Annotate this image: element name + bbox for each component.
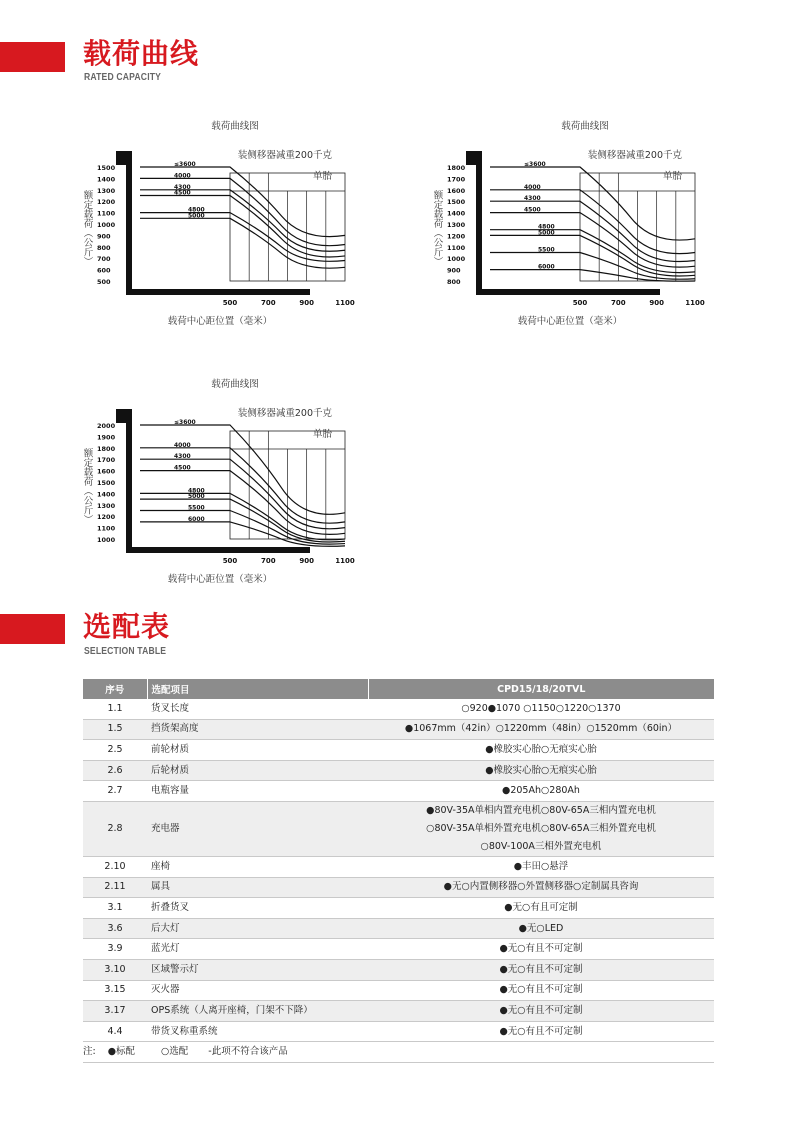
x-tick-label: 900 (299, 557, 314, 565)
y-tick-label: 1800 (97, 444, 116, 453)
row-number: 1.1 (83, 699, 147, 719)
y-tick-label: 1200 (97, 198, 116, 207)
chart-annotation: 装侧移器减重200千克 (237, 408, 332, 419)
y-tick-label: 2000 (97, 422, 116, 430)
row-item: 折叠货叉 (147, 898, 368, 919)
row-number: 2.8 (83, 801, 147, 856)
option-line: ●205Ah○280Ah (502, 785, 580, 797)
row-item: 蓝光灯 (147, 939, 368, 960)
option-line: ●无○LED (518, 922, 564, 934)
x-tick-label: 700 (611, 299, 626, 307)
row-item: 后大灯 (147, 918, 368, 939)
table-row (83, 781, 714, 802)
series-label: 4300 (174, 453, 191, 461)
series-label: 5000 (538, 229, 555, 237)
x-tick-label: 700 (261, 299, 276, 307)
y-tick-label: 1400 (97, 175, 116, 184)
y-tick-label: 1300 (97, 501, 116, 510)
row-item: 后轮材质 (147, 760, 368, 781)
selection-table (83, 679, 714, 1063)
row-item: 货叉长度 (147, 699, 368, 719)
table-row (83, 856, 714, 877)
series-label: ≤3600 (524, 161, 546, 168)
row-number: 3.10 (83, 959, 147, 980)
option-line: ○920●1070 ○1150○1220○1370 (461, 702, 621, 714)
table-row (83, 918, 714, 939)
row-options (368, 980, 714, 1001)
section-accent-bar (0, 614, 65, 644)
y-tick-label: 1300 (97, 186, 116, 195)
option-line: ●1067mm（42in）○1220mm（48in）○1520mm（60in） (404, 723, 678, 735)
y-tick-label: 1100 (97, 524, 116, 533)
chart-tire-label: 单胎 (312, 429, 332, 440)
row-options (368, 1021, 714, 1042)
x-tick-label: 500 (572, 299, 588, 307)
series-label: ≤3600 (174, 161, 196, 168)
load-chart-3 (70, 373, 370, 588)
series-label: 6000 (188, 515, 205, 523)
y-tick-label: 1800 (447, 164, 466, 172)
x-axis-label: 载荷中心距位置（毫米） (517, 316, 623, 327)
series-label: 4500 (524, 206, 541, 214)
section-title-rated: 载荷曲线 (83, 37, 200, 70)
series-line (140, 459, 345, 529)
row-options (368, 781, 714, 802)
option-line: ●无○有且不可定制 (499, 1025, 583, 1037)
y-tick-label: 1200 (97, 513, 116, 522)
table-row (83, 760, 714, 781)
row-item: 属具 (147, 877, 368, 898)
row-number: 3.15 (83, 980, 147, 1001)
x-tick-label: 1100 (335, 299, 355, 307)
option-line: ●无○有且不可定制 (499, 984, 583, 996)
chart-title: 载荷曲线图 (561, 121, 609, 132)
y-tick-label: 700 (97, 255, 111, 264)
row-number: 2.10 (83, 856, 147, 877)
y-axis-label: 额定载荷（公斤） (81, 448, 93, 524)
y-tick-label: 1600 (97, 467, 116, 476)
row-number: 1.5 (83, 719, 147, 740)
table-row (83, 1001, 714, 1022)
y-tick-label: 600 (97, 266, 111, 275)
y-axis-label: 额定载荷（公斤） (81, 190, 93, 266)
chart-tire-label: 单胎 (312, 171, 332, 182)
y-tick-label: 500 (97, 278, 111, 286)
row-number: 3.17 (83, 1001, 147, 1022)
series-label: 4800 (538, 223, 555, 231)
y-axis-label: 额定载荷（公斤） (431, 190, 443, 266)
x-tick-label: 500 (222, 299, 238, 307)
series-line (140, 471, 345, 535)
row-number: 2.6 (83, 760, 147, 781)
table-row (83, 1021, 714, 1042)
row-options (368, 740, 714, 761)
header-item: 选配项目 (147, 679, 368, 699)
y-tick-label: 1000 (97, 221, 116, 229)
note-label: 注: (83, 1046, 96, 1058)
table-row (83, 959, 714, 980)
y-tick-label: 900 (97, 232, 111, 241)
series-label: 5500 (188, 504, 205, 512)
series-label: 4500 (174, 464, 191, 472)
row-options (368, 959, 714, 980)
row-item: 带货叉称重系统 (147, 1021, 368, 1042)
x-tick-label: 700 (261, 557, 276, 565)
note-optional: ○选配 (161, 1046, 189, 1058)
row-number: 3.6 (83, 918, 147, 939)
row-options (368, 877, 714, 898)
x-axis-label: 载荷中心距位置（毫米） (167, 316, 273, 327)
series-label: 4800 (188, 487, 205, 495)
y-tick-label: 900 (447, 266, 461, 275)
table-row (83, 699, 714, 719)
series-line (490, 213, 695, 268)
row-item: 充电器 (147, 801, 368, 856)
y-tick-label: 1600 (447, 186, 466, 195)
chart-annotation: 装侧移器减重200千克 (587, 150, 682, 161)
table-row (83, 939, 714, 960)
table-row (83, 801, 714, 856)
row-number: 2.11 (83, 877, 147, 898)
row-item: 前轮材质 (147, 740, 368, 761)
series-line (490, 190, 695, 254)
table-row (83, 719, 714, 740)
series-label: 4300 (174, 183, 191, 191)
note-na: -此项不符合该产品 (208, 1046, 288, 1058)
y-tick-label: 1100 (447, 243, 466, 252)
x-tick-label: 1100 (335, 557, 355, 565)
table-header-row (83, 679, 714, 699)
y-tick-label: 1400 (97, 490, 116, 499)
series-label: 5000 (188, 212, 205, 220)
option-line: ●无○有且不可定制 (499, 1004, 583, 1016)
row-number: 4.4 (83, 1021, 147, 1042)
y-tick-label: 1500 (97, 164, 116, 172)
y-tick-label: 800 (447, 278, 461, 286)
option-line: ●橡胶实心胎○无痕实心胎 (485, 764, 597, 776)
option-line: ○80V-35A单相外置充电机○80V-65A三相外置充电机 (426, 822, 656, 834)
x-tick-label: 900 (649, 299, 664, 307)
table-row (83, 898, 714, 919)
option-line: ●橡胶实心胎○无痕实心胎 (485, 743, 597, 755)
row-options (368, 918, 714, 939)
row-number: 2.5 (83, 740, 147, 761)
table-note-row (83, 1042, 714, 1063)
row-options (368, 1001, 714, 1022)
y-tick-label: 800 (97, 243, 111, 252)
row-options (368, 760, 714, 781)
y-tick-label: 1500 (97, 479, 116, 487)
series-label: 4800 (188, 206, 205, 214)
y-tick-label: 1300 (447, 221, 466, 229)
row-item: 电瓶容量 (147, 781, 368, 802)
y-tick-label: 1500 (447, 198, 466, 207)
option-line: ●80V-35A单相内置充电机○80V-65A三相内置充电机 (426, 804, 656, 816)
option-line: ●无○有且不可定制 (499, 963, 583, 975)
row-options (368, 801, 714, 856)
y-tick-label: 1200 (447, 232, 466, 241)
section-title-selection: 选配表 (83, 610, 171, 643)
row-options (368, 699, 714, 719)
row-number: 3.1 (83, 898, 147, 919)
header-model: CPD15/18/20TVL (368, 679, 714, 699)
series-line (140, 213, 345, 262)
row-item: 灭火器 (147, 980, 368, 1001)
series-line (140, 190, 345, 251)
option-line: ●无○有且不可定制 (499, 943, 583, 955)
series-label: ≤3600 (174, 419, 196, 426)
y-tick-label: 1900 (97, 433, 116, 442)
option-line: ○80V-100A三相外置充电机 (480, 840, 602, 852)
table-row (83, 980, 714, 1001)
header-no: 序号 (83, 679, 147, 699)
note-standard: ●标配 (107, 1046, 135, 1058)
section-subtitle-rated: RATED CAPACITY (84, 71, 162, 83)
series-line (140, 499, 345, 542)
y-tick-label: 1400 (447, 209, 466, 218)
load-chart-2 (420, 115, 720, 340)
x-axis-label: 载荷中心距位置（毫米） (167, 574, 273, 585)
y-tick-label: 1000 (97, 536, 116, 544)
load-chart-1 (70, 115, 370, 330)
row-number: 2.7 (83, 781, 147, 802)
row-item: 区域警示灯 (147, 959, 368, 980)
option-line: ●无○有且可定制 (504, 901, 578, 913)
y-tick-label: 1100 (97, 209, 116, 218)
row-options (368, 939, 714, 960)
series-label: 5000 (188, 493, 205, 501)
chart-title: 载荷曲线图 (211, 379, 259, 390)
chart-annotation: 装侧移器减重200千克 (237, 150, 332, 161)
series-label: 4000 (524, 183, 541, 191)
row-options (368, 898, 714, 919)
y-tick-label: 1000 (447, 255, 466, 264)
series-label: 6000 (538, 263, 555, 271)
y-tick-label: 1700 (447, 175, 466, 184)
row-options (368, 856, 714, 877)
chart-title: 载荷曲线图 (211, 121, 259, 132)
series-label: 5500 (538, 246, 555, 254)
table-row (83, 740, 714, 761)
row-item: OPS系统（人离开座椅，门架不下降） (147, 1001, 368, 1022)
row-options (368, 719, 714, 740)
y-tick-label: 1700 (97, 456, 116, 465)
series-line (140, 522, 345, 546)
table-row (83, 877, 714, 898)
section-accent-bar (0, 42, 65, 72)
x-tick-label: 900 (299, 299, 314, 307)
table-note (83, 1042, 714, 1063)
row-item: 挡货架高度 (147, 719, 368, 740)
option-line: ●丰田○悬浮 (513, 860, 569, 872)
option-line: ●无○内置侧移器○外置侧移器○定制属具咨询 (443, 881, 639, 893)
x-tick-label: 1100 (685, 299, 705, 307)
x-tick-label: 500 (222, 557, 238, 565)
chart-tire-label: 单胎 (662, 171, 682, 182)
series-label: 4500 (174, 189, 191, 197)
series-label: 4300 (524, 195, 541, 203)
row-item: 座椅 (147, 856, 368, 877)
section-subtitle-selection: SELECTION TABLE (84, 645, 167, 657)
series-label: 4000 (174, 172, 191, 180)
row-number: 3.9 (83, 939, 147, 960)
series-label: 4000 (174, 441, 191, 449)
